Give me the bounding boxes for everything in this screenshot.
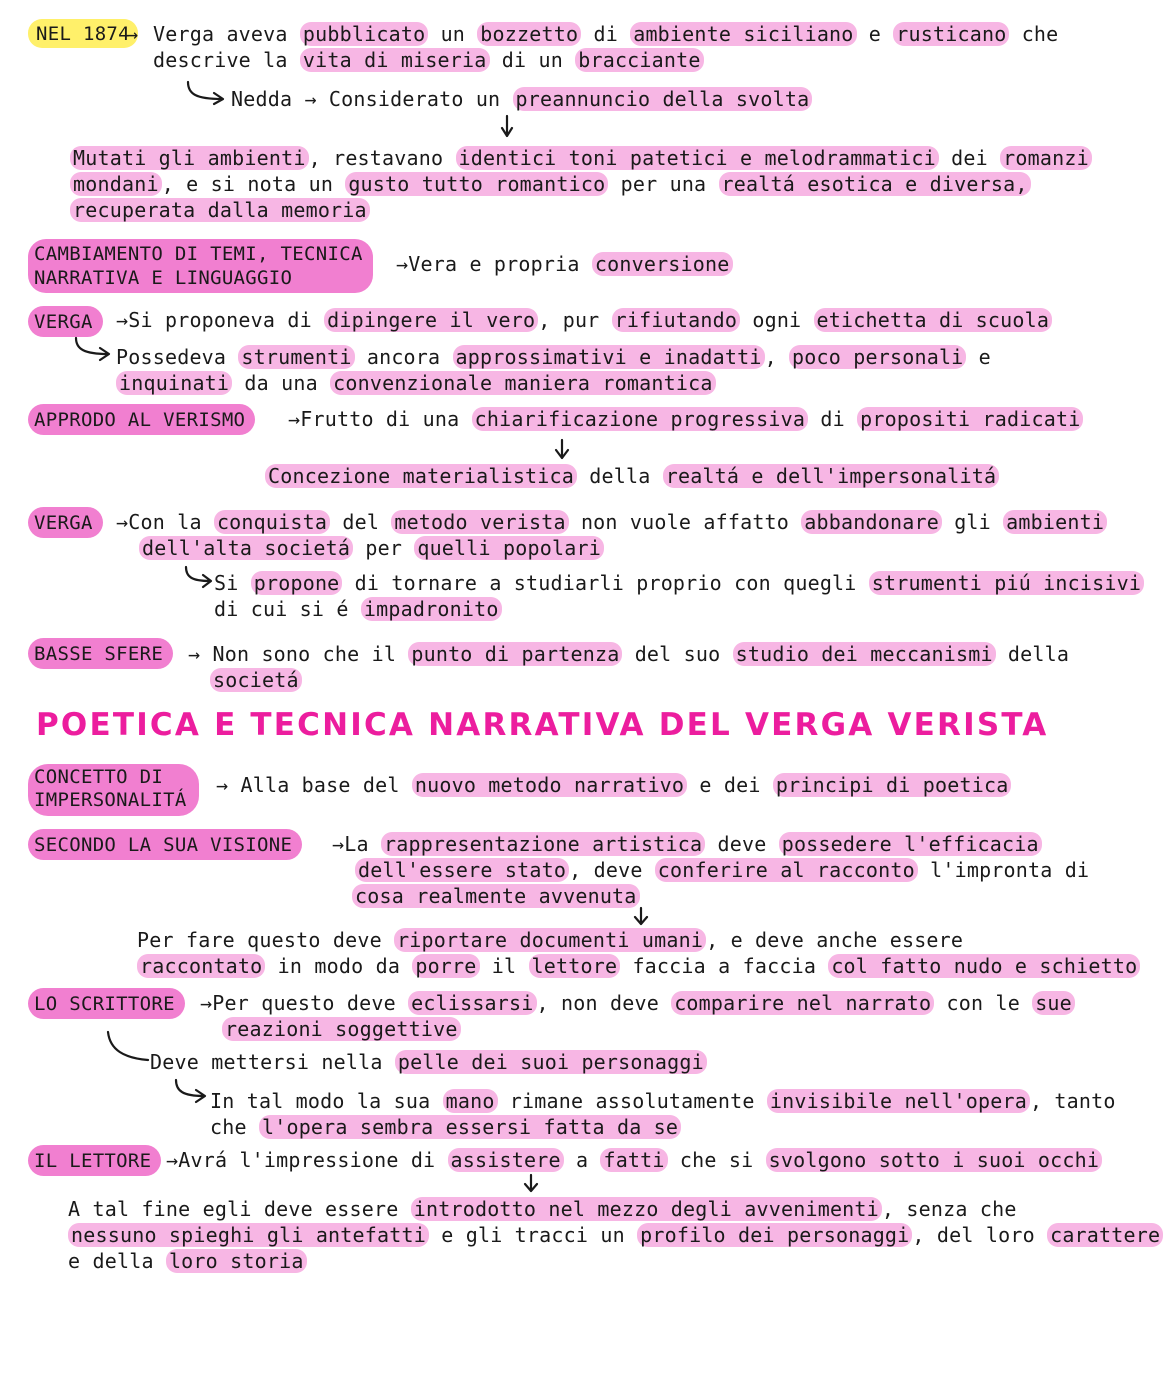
text-segment: , del loro [912, 1223, 1048, 1247]
line [70, 171, 1031, 197]
label-text: CONCETTO DI [34, 766, 164, 788]
text-segment: , [764, 345, 790, 369]
line [210, 667, 302, 693]
highlighted-text: ambiente siciliano [630, 22, 856, 46]
down-arrow-icon [554, 438, 570, 462]
text-segment: , deve [569, 858, 655, 882]
label-text: IL LETTORE [34, 1150, 152, 1172]
label-approdo-verismo [28, 404, 255, 435]
text-segment: ogni [740, 308, 814, 332]
text-segment: Verga aveva [153, 22, 300, 46]
text-segment: non vuole affatto [568, 510, 802, 534]
text-segment: →Frutto di una [288, 407, 472, 431]
highlighted-text: introdotto nel mezzo degli avvenimenti [411, 1197, 882, 1221]
text-segment: gli [941, 510, 1004, 534]
highlighted-text: bracciante [575, 48, 703, 72]
text-segment: , e si nota un [161, 172, 346, 196]
line [214, 570, 1144, 596]
text-segment: di cui si é [214, 597, 361, 621]
text-segment: A tal fine egli deve essere [68, 1197, 411, 1221]
highlighted-text: profilo dei personaggi [637, 1223, 912, 1247]
text-segment: descrive la [153, 48, 300, 72]
highlighted-text: gusto tutto romantico [345, 172, 608, 196]
line [231, 86, 812, 112]
highlighted-text: ambienti [1003, 510, 1107, 534]
highlighted-text: studio dei meccanismi [733, 642, 996, 666]
highlighted-text: conferire al racconto [655, 858, 918, 882]
label-verga [28, 306, 103, 337]
line [150, 1049, 707, 1075]
highlighted-text: raccontato [137, 954, 265, 978]
highlighted-text: principi di poetica [773, 773, 1012, 797]
text-segment: con le [934, 991, 1033, 1015]
text-segment: Possedeva [116, 345, 239, 369]
line [210, 1088, 1116, 1114]
text-segment: →Si proponeva di [116, 308, 325, 332]
text-segment: il [479, 954, 529, 978]
text-segment: a [563, 1148, 601, 1172]
line [68, 1222, 1163, 1248]
highlighted-text: Concezione materialistica [265, 464, 577, 488]
text-segment: l'impronta di [917, 858, 1090, 882]
text-segment: di un [489, 48, 576, 72]
highlighted-text: abbandonare [801, 510, 942, 534]
text-segment: della [577, 464, 663, 488]
curved-arrow-icon [106, 1030, 152, 1064]
text-segment: , e deve anche essere [706, 928, 964, 952]
label-text: NEL 1874 [36, 23, 130, 45]
text-segment: della [995, 642, 1070, 666]
highlighted-text: mano [443, 1089, 498, 1113]
label-text: IMPERSONALITÁ [34, 789, 187, 811]
highlighted-text: fatti [600, 1148, 667, 1172]
line [166, 1147, 1102, 1173]
highlighted-text: preannuncio della svolta [513, 87, 813, 111]
text-segment: →Vera e propria [396, 252, 592, 276]
line [153, 47, 704, 73]
line [188, 641, 1069, 667]
label-basse-sfere [28, 638, 173, 669]
down-arrow-icon [523, 1173, 539, 1195]
curved-arrow-icon [184, 565, 214, 587]
text-segment: , restavano [308, 146, 456, 170]
text-segment: , pur [538, 308, 612, 332]
line [396, 251, 733, 277]
text-segment: , senza che [881, 1197, 1017, 1221]
highlighted-text: eclissarsi [408, 991, 536, 1015]
highlighted-text: recuperata dalla memoria [70, 198, 370, 222]
text-segment: da una [232, 371, 331, 395]
highlighted-text: bozzetto [477, 22, 581, 46]
highlighted-text: impadronito [361, 597, 502, 621]
text-segment: di [581, 22, 631, 46]
curved-arrow-icon [186, 80, 230, 104]
label-lo-scrittore [28, 988, 185, 1019]
line [216, 772, 1011, 798]
line [116, 370, 716, 396]
highlighted-text: romanzi [1000, 146, 1092, 170]
highlighted-text: rappresentazione artistica [381, 832, 705, 856]
label-text: APPRODO AL VERISMO [34, 409, 246, 431]
line [222, 1016, 461, 1042]
highlighted-text: assistere [448, 1148, 564, 1172]
highlighted-text: chiarificazione progressiva [472, 407, 809, 431]
highlighted-text: inquinati [116, 371, 232, 395]
text-segment: che [1009, 22, 1059, 46]
line [70, 197, 370, 223]
text-segment: → Alla base del [216, 773, 412, 797]
down-arrow-icon [633, 906, 649, 928]
highlighted-text: sue [1032, 991, 1075, 1015]
highlighted-text: pubblicato [300, 22, 428, 46]
highlighted-text: dell'alta societá [139, 536, 353, 560]
curved-arrow-icon [74, 336, 114, 360]
text-segment: rimane assolutamente [497, 1089, 767, 1113]
text-segment: Deve mettersi nella [150, 1050, 395, 1074]
highlighted-text: possedere l'efficacia [779, 832, 1042, 856]
highlighted-text: pelle dei suoi personaggi [395, 1050, 707, 1074]
highlighted-text: quelli popolari [414, 536, 604, 560]
highlighted-text: lettore [529, 954, 621, 978]
highlighted-text: carattere [1047, 1223, 1163, 1247]
label-text: LO SCRITTORE [34, 993, 175, 1015]
text-segment: ancora [354, 345, 453, 369]
line [332, 831, 1042, 857]
text-segment: , tanto [1029, 1089, 1116, 1113]
line [139, 535, 604, 561]
line [116, 509, 1107, 535]
highlighted-text: realtá esotica e diversa, [719, 172, 1031, 196]
highlighted-text: riportare documenti umani [394, 928, 706, 952]
text-segment: del [330, 510, 392, 534]
highlighted-text: col fatto nudo e schietto [828, 954, 1140, 978]
label-text: VERGA [34, 311, 93, 333]
highlighted-text: realtá e dell'impersonalitá [663, 464, 1000, 488]
text-segment: un [428, 22, 478, 46]
line [137, 927, 963, 953]
label-nel-1874 [28, 19, 138, 48]
label-secondo-la-sua-visione [28, 829, 302, 860]
text-segment: Si [214, 571, 251, 595]
text-segment: , non deve [536, 991, 672, 1015]
section-title: POETICA E TECNICA NARRATIVA DEL VERGA VERISTA [36, 707, 1049, 743]
highlighted-text: strumenti piú incisivi [869, 571, 1144, 595]
curved-arrow-icon [174, 1078, 210, 1102]
text-segment: faccia a faccia [620, 954, 829, 978]
text-segment: che [210, 1115, 259, 1139]
text-segment: in modo da [265, 954, 413, 978]
text-segment: → Non sono che il [188, 642, 409, 666]
highlighted-text: Mutati gli ambienti [70, 146, 309, 170]
line [68, 1196, 1017, 1222]
label-text: BASSE SFERE [34, 643, 164, 665]
line [214, 596, 502, 622]
line [116, 344, 991, 370]
text-segment: che si [667, 1148, 766, 1172]
highlighted-text: comparire nel narrato [671, 991, 934, 1015]
text-segment: e della [68, 1249, 166, 1273]
text-segment: In tal modo la sua [210, 1089, 443, 1113]
highlighted-text: nessuno spieghi gli antefatti [68, 1223, 429, 1247]
highlighted-text: metodo verista [391, 510, 568, 534]
line [288, 406, 1083, 432]
text-segment: deve [705, 832, 779, 856]
text-segment: →Per questo deve [200, 991, 409, 1015]
highlighted-text: dipingere il vero [324, 308, 538, 332]
label-concetto-impersonalita [28, 764, 199, 816]
highlighted-text: invisibile nell'opera [767, 1089, 1030, 1113]
line [352, 883, 640, 909]
text-segment: Per fare questo deve [137, 928, 395, 952]
highlighted-text: conquista [214, 510, 330, 534]
line [70, 145, 1092, 171]
label-text: CAMBIAMENTO DI TEMI, TECNICA [34, 243, 363, 265]
highlighted-text: propositi radicati [857, 407, 1083, 431]
text-segment: Nedda → Considerato un [231, 87, 513, 111]
text-segment: →Con la [116, 510, 214, 534]
highlighted-text: cosa realmente avvenuta [352, 884, 640, 908]
text-segment: del suo [622, 642, 733, 666]
highlighted-text: etichetta di scuola [814, 308, 1053, 332]
label-il-lettore [28, 1145, 161, 1176]
down-arrow-icon [500, 114, 514, 138]
highlighted-text: vita di miseria [300, 48, 490, 72]
highlighted-text: conversione [592, 252, 733, 276]
label-cambiamento [28, 239, 373, 293]
label-verga [28, 507, 103, 538]
highlighted-text: svolgono sotto i suoi occhi [766, 1148, 1103, 1172]
line [200, 990, 1075, 1016]
highlighted-text: dell'essere stato [355, 858, 569, 882]
highlighted-text: approssimativi e inadatti [453, 345, 765, 369]
highlighted-text: nuovo metodo narrativo [412, 773, 687, 797]
highlighted-text: convenzionale maniera romantica [330, 371, 715, 395]
line [265, 463, 999, 489]
highlighted-text: strumenti [238, 345, 354, 369]
line [116, 307, 1052, 333]
line [210, 1114, 681, 1140]
highlighted-text: poco personali [789, 345, 966, 369]
highlighted-text: l'opera sembra essersi fatta da se [259, 1115, 681, 1139]
line [137, 953, 1140, 979]
text-segment: di [808, 407, 858, 431]
text-segment: e [966, 345, 991, 369]
highlighted-text: mondani [70, 172, 162, 196]
highlighted-text: porre [412, 954, 479, 978]
highlighted-text: identici toni patetici e melodrammatici [456, 146, 939, 170]
highlighted-text: rusticano [893, 22, 1009, 46]
label-text: NARRATIVA E LINGUAGGIO [34, 267, 293, 289]
highlighted-text: societá [210, 668, 302, 692]
highlighted-text: rifiutando [612, 308, 740, 332]
text-segment: per una [608, 172, 719, 196]
label-text: VERGA [34, 512, 93, 534]
line [355, 857, 1089, 883]
text-segment: di tornare a studiarli proprio con quegli [342, 571, 869, 595]
label-text: SECONDO LA SUA VISIONE [34, 834, 293, 856]
text-segment: e [856, 22, 894, 46]
text-segment: →La [332, 832, 381, 856]
text-segment: e dei [687, 773, 773, 797]
highlighted-text: reazioni soggettive [222, 1017, 461, 1041]
arrow-1874: → [126, 22, 139, 46]
text-segment: per [353, 536, 415, 560]
highlighted-text: propone [251, 571, 343, 595]
text-segment: dei [938, 146, 1001, 170]
line [68, 1248, 307, 1274]
highlighted-text: loro storia [166, 1249, 307, 1273]
line [153, 21, 1058, 47]
text-segment: e gli tracci un [429, 1223, 638, 1247]
highlighted-text: punto di partenza [408, 642, 622, 666]
text-segment: →Avrá l'impressione di [166, 1148, 448, 1172]
